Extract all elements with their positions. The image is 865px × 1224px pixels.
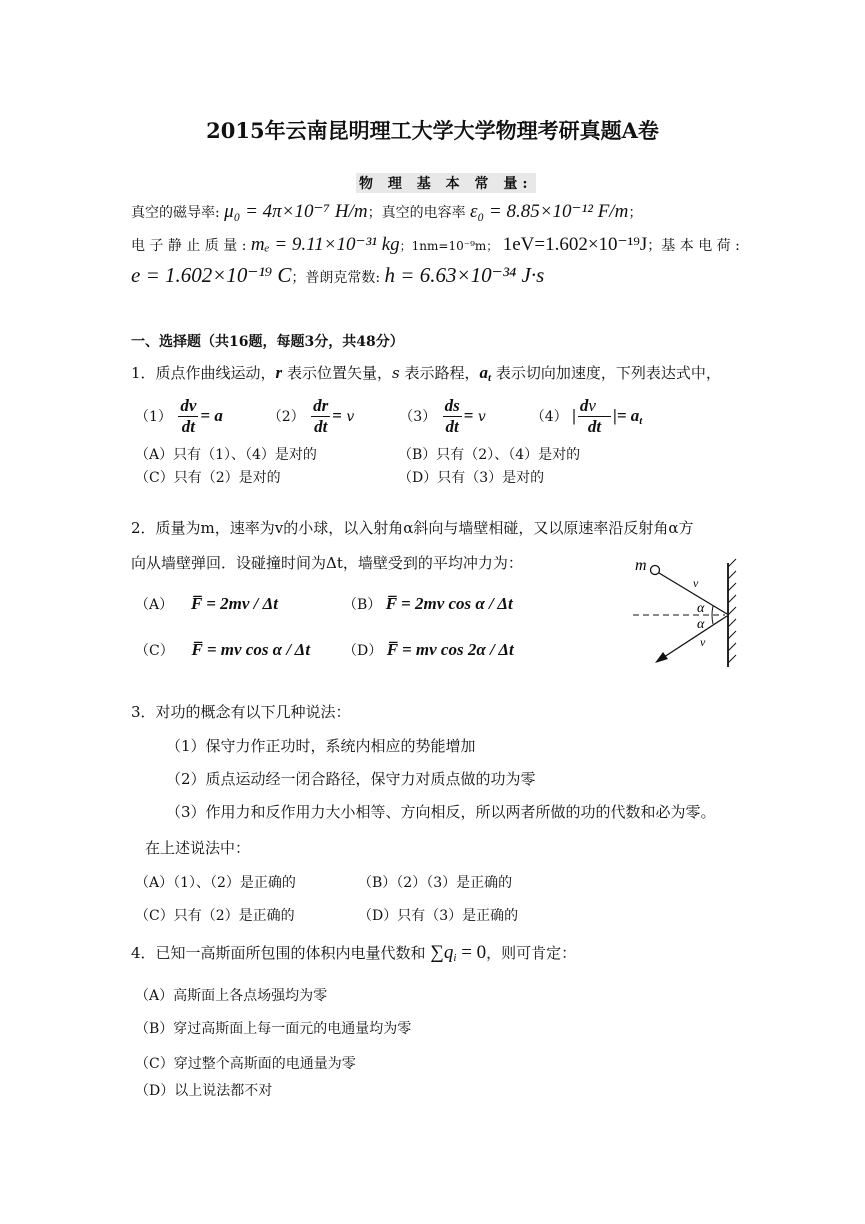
q3-stem: 3．对功的概念有以下几种说法：: [131, 703, 351, 721]
v: v: [477, 408, 486, 425]
q2-option-b: [343, 594, 513, 614]
q1-option-d: （D）只有（3）是对的: [398, 470, 545, 486]
charge-sum-formula: [430, 942, 486, 963]
q4-stem-part: ，则可肯定：: [486, 944, 577, 962]
option-formula: F̅ = 2mv / Δt: [190, 594, 279, 613]
q1-expressions: [135, 396, 642, 437]
q3-option-a: （A）（1）、（2）是正确的: [135, 875, 296, 891]
q2-option-a: [135, 594, 278, 614]
option-formula: F̅ = mv cos α / Δt: [191, 640, 311, 659]
page-title: 2015年云南昆明理工大学大学物理考研真题A卷: [206, 118, 659, 143]
electron-mass-label: 电 子 静 止 质 量 :: [131, 238, 247, 254]
separator: ；: [628, 205, 643, 221]
q4-option-c: （C）穿过整个高斯面的电通量为零: [135, 1056, 356, 1072]
q3-option-b: （B）（2）（3）是正确的: [358, 875, 513, 891]
q1-option-a: （A）只有（1）、（4）是对的: [135, 447, 317, 463]
angle-arc: [712, 606, 713, 624]
d: d: [181, 417, 191, 436]
q1-stem-part: 1．质点作曲线运动，: [131, 364, 276, 382]
q1-stem-part: 表示位置矢量，: [286, 364, 392, 382]
expr-3-label: （3）: [399, 408, 437, 425]
ball: [651, 566, 660, 575]
expr-3: （3） $\frac{ds}{dt}$ = v: [399, 396, 486, 436]
eps0-label: ；真空的电容率: [367, 205, 466, 221]
q4-option-d: （D）以上说法都不对: [135, 1083, 273, 1099]
q3-option-d: （D）只有（3）是正确的: [358, 908, 519, 924]
fraction: $\frac{ds}{dt}$: [444, 396, 460, 436]
section-heading: 一、选择题（共16题，每题3分，共48分）: [131, 334, 404, 350]
q2-stem-line-1: 2．质量为m，速率为v的小球，以入射角α斜向与墙壁相碰，又以原速率沿反射角α方: [131, 519, 694, 537]
mu0-formula: μ₀ = 4π×10⁻⁷ H/m: [224, 201, 368, 222]
q4-stem: [131, 942, 576, 964]
constants-heading: 物 理 基 本 常 量:: [356, 173, 536, 193]
arrowhead-icon: [655, 652, 668, 663]
expr-4-label: （4）: [530, 408, 568, 425]
option-label: （C）: [135, 643, 174, 659]
q2-option-d: [343, 640, 514, 660]
q4-stem-part: 4．已知一高斯面所包围的体积内电量代数和: [131, 944, 426, 962]
q1-option-b: （B）只有（2）、（4）是对的: [398, 447, 581, 463]
constants-line-3: [131, 263, 544, 288]
q3-lead: 在上述说法中：: [145, 839, 251, 857]
planck-formula: h = 6.63×10⁻³⁴ J·s: [384, 263, 545, 287]
fraction: $\frac{dv⃗}{dt}$: [579, 396, 610, 436]
fig-label-m: m: [635, 557, 647, 574]
fraction: [178, 396, 198, 437]
q1-stem-part: 表示切向加速度，下列表达式中，: [495, 364, 721, 382]
fig-label-v-out: v: [700, 635, 706, 649]
electron-mass-formula: mₑ = 9.11×10⁻³¹ kg: [250, 234, 400, 255]
accel-letter: a: [479, 363, 488, 382]
wall-hatching: [728, 559, 736, 663]
ev-definition: 1eV=1.602×10⁻¹⁹J: [502, 234, 648, 255]
planck-label: ；普朗克常数:: [291, 270, 381, 286]
d: d: [180, 396, 189, 415]
nm-definition: ；1nm=10⁻⁹m；: [399, 239, 499, 253]
q4-option-b: （B）穿过高斯面上每一面元的电通量均为零: [135, 1021, 412, 1037]
constants-line-1: [131, 200, 642, 223]
option-label: （D）: [343, 643, 383, 659]
option-formula: F̅ = 2mv cos α / Δt: [385, 594, 513, 613]
fig-label-alpha-top: α: [697, 601, 705, 616]
fig-label-alpha-bottom: α: [697, 617, 705, 632]
q1-stem: [131, 362, 721, 383]
expr-2-label: （2）: [267, 408, 305, 425]
q2-stem-line-2: 向从墙壁弹回．设碰撞时间为Δt，墙壁受到的平均冲力为：: [131, 554, 523, 572]
position-vector-symbol: r: [275, 363, 283, 382]
q3-statement-2: （2）质点运动经一闭合路径，保守力对质点做的功为零: [166, 770, 536, 788]
mu0-label: 真空的磁导率:: [131, 205, 220, 221]
q3-statement-1: （1）保守力作正功时，系统内相应的势能增加: [166, 737, 476, 755]
expr-1-label: （1）: [135, 408, 172, 425]
q3-statement-3: （3）作用力和反作用力大小相等、方向相反，所以两者所做的功的代数和必为零。: [166, 803, 716, 821]
fig-label-v-in: v: [693, 576, 699, 590]
tangential-accel-symbol: [479, 363, 491, 382]
option-formula: F̅ = mv cos 2α / Δt: [386, 640, 514, 659]
expr-2: （2） $\frac{dr}{dt}$ = v: [267, 396, 355, 436]
accel-subscript: t: [487, 372, 492, 384]
t: t: [190, 417, 196, 436]
q2-option-c: [135, 640, 310, 660]
eps0-formula: ε₀ = 8.85×10⁻¹² F/m: [470, 201, 629, 222]
path-symbol: s: [391, 364, 400, 382]
q3-option-c: （C）只有（2）是正确的: [135, 908, 295, 924]
option-label: （B）: [343, 597, 382, 613]
sum-subscript: i: [453, 952, 457, 964]
v: v: [188, 396, 197, 415]
q1-option-c: （C）只有（2）是对的: [135, 470, 281, 486]
sum-equals: = 0: [456, 942, 487, 963]
sum-symbol: ∑q: [430, 942, 454, 963]
fraction: $\frac{dr}{dt}$: [313, 396, 329, 436]
charge-label: ；基 本 电 荷 :: [647, 238, 740, 254]
outgoing-path: [661, 616, 727, 659]
constants-line-2: [131, 233, 740, 256]
q1-stem-part: 表示路程，: [404, 364, 480, 382]
collision-diagram: [625, 555, 745, 675]
v: v: [346, 408, 355, 425]
q4-option-a: （A）高斯面上各点场强均为零: [135, 988, 328, 1004]
elementary-charge-formula: e = 1.602×10⁻¹⁹ C: [131, 263, 292, 287]
expr-1: （1） $\frac{dv}{dt}$ = a: [135, 396, 223, 436]
expr-4: （4） | $\frac{dv⃗}{dt}$ |= $a_t$: [530, 396, 643, 436]
option-label: （A）: [135, 597, 174, 613]
